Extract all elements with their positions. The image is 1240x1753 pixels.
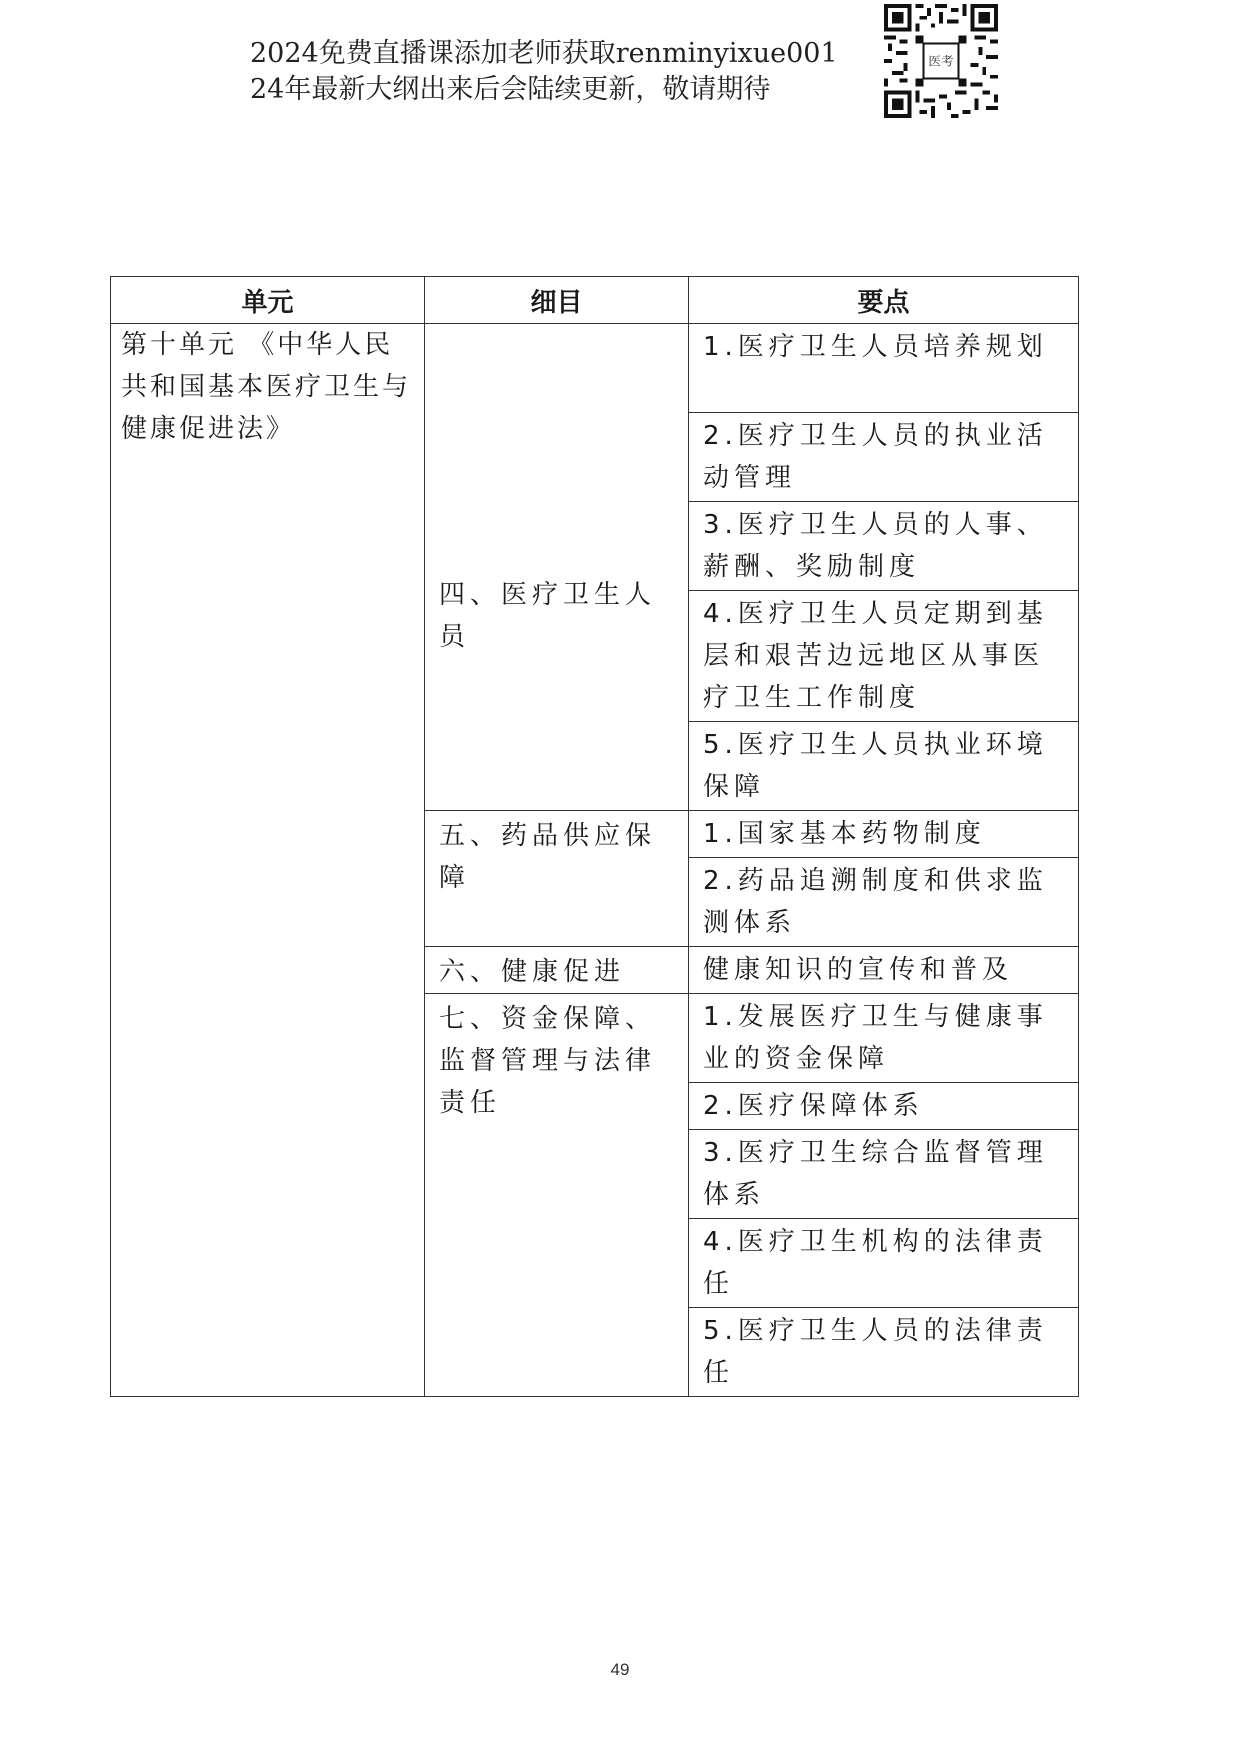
page-number: 49 bbox=[610, 1660, 630, 1679]
point-cell: 2.医疗保障体系 bbox=[689, 1083, 1079, 1130]
point-cell: 2.药品追溯制度和供求监测体系 bbox=[689, 858, 1079, 947]
header-item: 细目 bbox=[425, 277, 689, 324]
point-cell: 3.医疗卫生人员的人事、薪酬、奖励制度 bbox=[689, 502, 1079, 591]
qr-code-icon bbox=[884, 4, 998, 118]
banner-line-1: 2024免费直播课添加老师获取renminyixue001 bbox=[250, 38, 838, 69]
point-cell: 4.医疗卫生机构的法律责任 bbox=[689, 1219, 1079, 1308]
header-banner bbox=[250, 36, 890, 108]
qr-center-logo: 医考 bbox=[928, 53, 954, 69]
header-points: 要点 bbox=[689, 277, 1079, 324]
item-cell: 六、健康促进 bbox=[425, 947, 689, 994]
item-cell: 五、药品供应保障 bbox=[425, 811, 689, 947]
item-cell: 四、医疗卫生人员 bbox=[425, 324, 689, 811]
table-row bbox=[111, 324, 1079, 413]
point-cell: 4.医疗卫生人员定期到基层和艰苦边远地区从事医疗卫生工作制度 bbox=[689, 591, 1079, 722]
syllabus-table bbox=[110, 276, 1079, 1397]
point-cell: 1.医疗卫生人员培养规划 bbox=[689, 324, 1079, 413]
banner-line-2: 24年最新大纲出来后会陆续更新，敬请期待 bbox=[250, 74, 771, 105]
header-unit: 单元 bbox=[111, 277, 425, 324]
point-cell: 5.医疗卫生人员执业环境保障 bbox=[689, 722, 1079, 811]
point-cell: 3.医疗卫生综合监督管理体系 bbox=[689, 1130, 1079, 1219]
point-cell: 5.医疗卫生人员的法律责任 bbox=[689, 1308, 1079, 1397]
point-cell: 1.发展医疗卫生与健康事业的资金保障 bbox=[689, 994, 1079, 1083]
table-header-row bbox=[111, 277, 1079, 324]
unit-cell: 第十单元 《中华人民共和国基本医疗卫生与健康促进法》 bbox=[111, 324, 425, 1397]
point-cell: 健康知识的宣传和普及 bbox=[689, 947, 1079, 994]
point-cell: 1.国家基本药物制度 bbox=[689, 811, 1079, 858]
point-cell: 2.医疗卫生人员的执业活动管理 bbox=[689, 413, 1079, 502]
item-cell: 七、资金保障、监督管理与法律责任 bbox=[425, 994, 689, 1397]
